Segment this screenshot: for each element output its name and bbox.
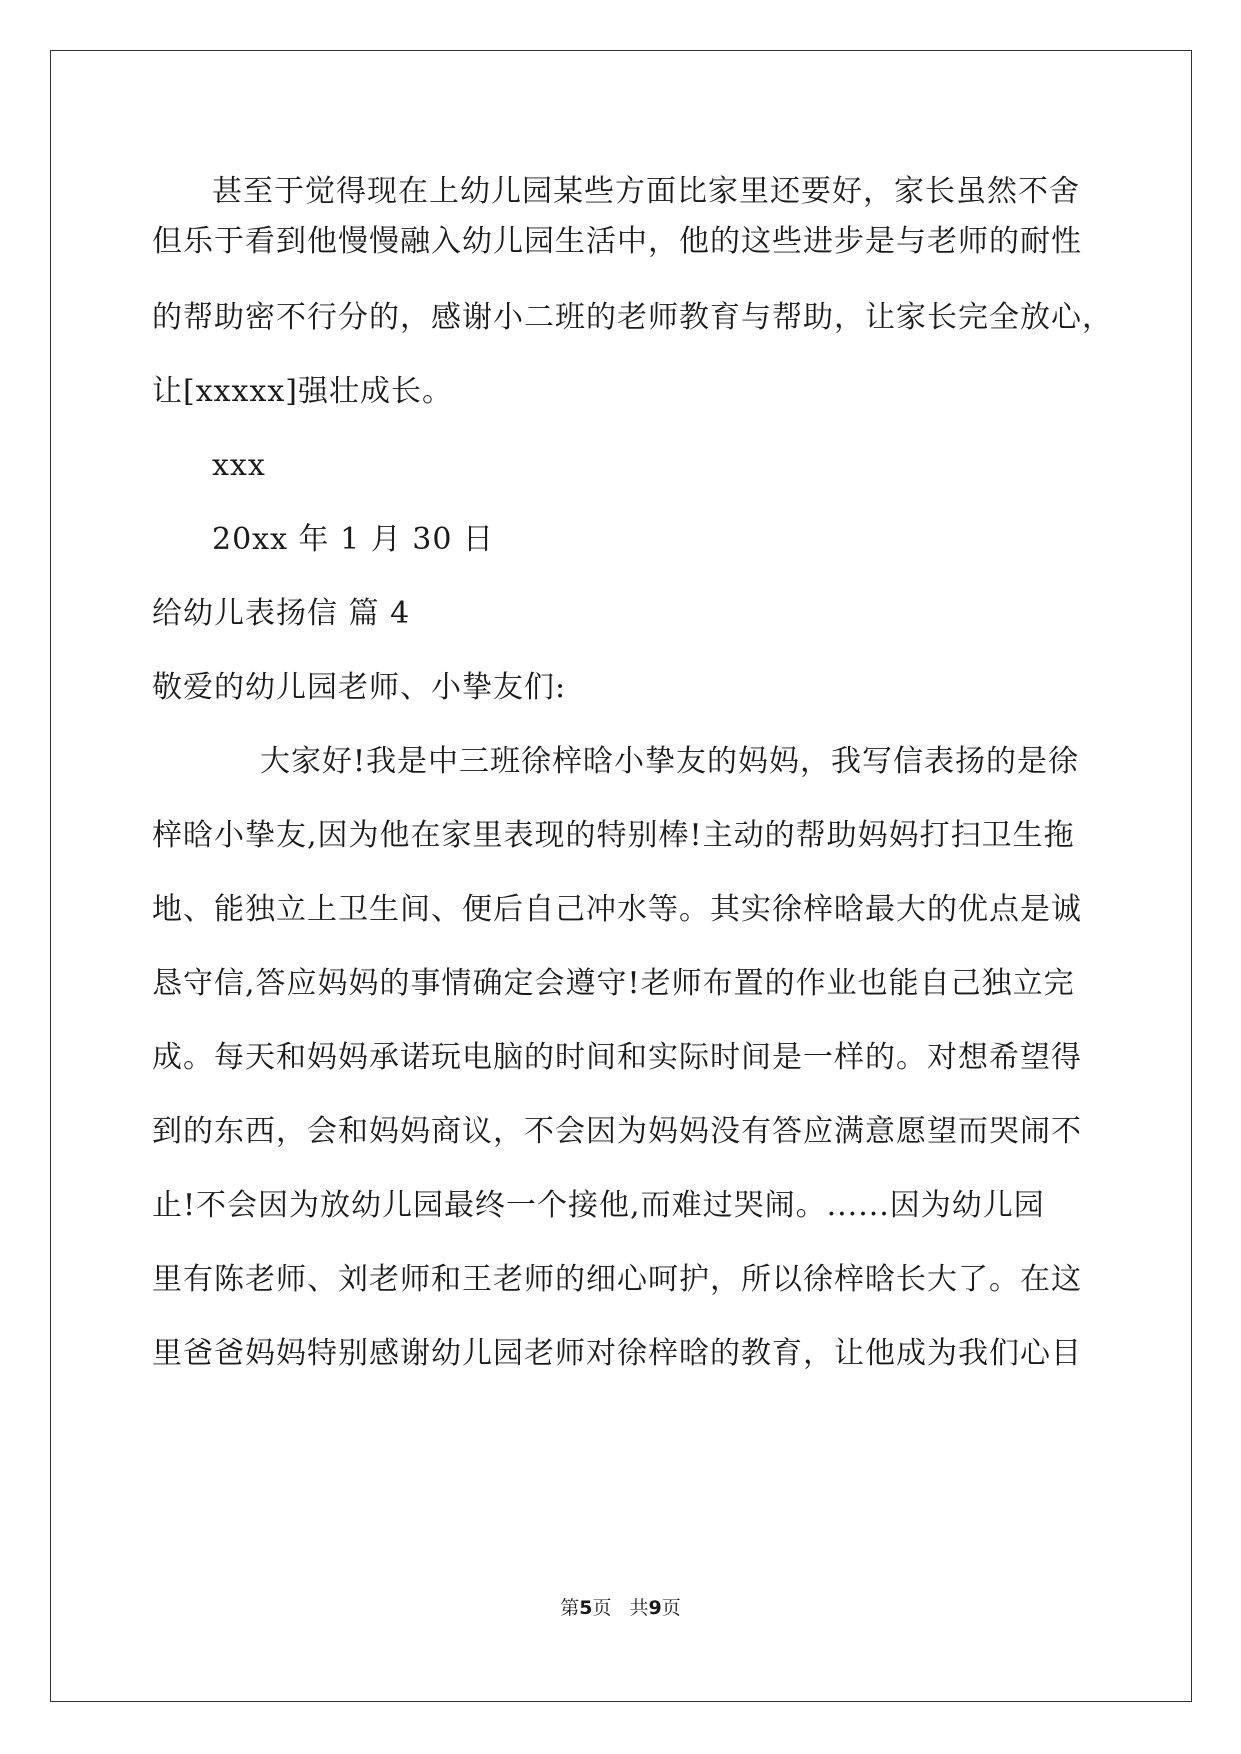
paragraph-line: 止!不会因为放幼儿园最终一个接他,而难过哭闹。......因为幼儿园 [152, 1188, 1045, 1223]
page-unit: 页 [592, 1597, 612, 1619]
paragraph-line: 梓晗小挚友,因为他在家里表现的特别棒!主动的帮助妈妈打扫卫生拖 [152, 818, 1075, 853]
paragraph-line: 的帮助密不行分的，感谢小二班的老师教育与帮助，让家长完全放心， [152, 300, 1113, 335]
total-page-number: 9 [648, 1597, 662, 1619]
paragraph-line: 里爸爸妈妈特别感谢幼儿园老师对徐梓晗的教育，让他成为我们心目 [152, 1336, 1082, 1371]
section-title: 给幼儿表扬信 篇 4 [152, 596, 411, 631]
paragraph-line: 大家好!我是中三班徐梓晗小挚友的妈妈，我写信表扬的是徐 [260, 744, 1080, 779]
paragraph-line: 让[xxxxx]强壮成长。 [152, 374, 454, 409]
paragraph-line: 恳守信,答应妈妈的事情确定会遵守!老师布置的作业也能自己独立完 [152, 966, 1075, 1001]
letter-date: 20xx 年 1 月 30 日 [212, 522, 494, 557]
paragraph-line: 但乐于看到他慢慢融入幼儿园生活中，他的这些进步是与老师的耐性 [152, 224, 1082, 259]
page-prefix: 第 [560, 1597, 580, 1619]
current-page-number: 5 [579, 1597, 593, 1619]
paragraph-line: 地、能独立上卫生间、便后自己冲水等。其实徐梓晗最大的优点是诚 [152, 892, 1082, 927]
paragraph-line: 甚至于觉得现在上幼儿园某些方面比家里还要好，家长虽然不舍 [212, 174, 1080, 209]
salutation: 敬爱的幼儿园老师、小挚友们: [152, 670, 567, 705]
signature: xxx [212, 448, 266, 483]
page-footer [0, 1596, 1241, 1620]
paragraph-line: 到的东西，会和妈妈商议，不会因为妈妈没有答应满意愿望而哭闹不 [152, 1114, 1082, 1149]
paragraph-line: 成。每天和妈妈承诺玩电脑的时间和实际时间是一样的。对想希望得 [152, 1040, 1082, 1075]
total-unit: 页 [661, 1597, 681, 1619]
paragraph-line: 里有陈老师、刘老师和王老师的细心呵护，所以徐梓晗长大了。在这 [152, 1262, 1082, 1297]
total-prefix: 共 [629, 1597, 649, 1619]
